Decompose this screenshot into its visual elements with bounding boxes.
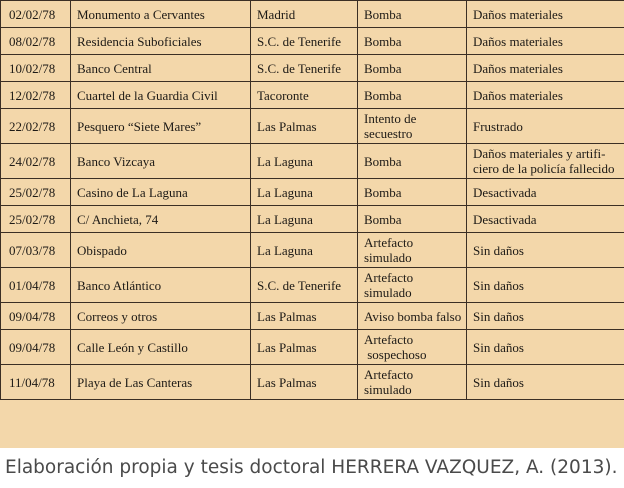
table-row (1, 82, 624, 109)
type-line: sospechoso (364, 347, 427, 362)
type-cell (358, 109, 467, 144)
target-cell: Pesquero “Siete Mares” (71, 109, 251, 144)
type-cell (358, 303, 467, 330)
date-cell: 01/04/78 (1, 268, 71, 303)
type-line: Artefacto (364, 235, 414, 250)
place-cell: La Laguna (251, 144, 358, 179)
result-cell (467, 268, 624, 303)
table-row (1, 206, 624, 233)
type-cell (358, 330, 467, 365)
result-cell (467, 365, 624, 400)
table-row (1, 303, 624, 330)
type-cell (358, 1, 467, 28)
date-cell: 25/02/78 (1, 206, 71, 233)
table-row (1, 330, 624, 365)
result-cell (467, 144, 624, 179)
type-line: Bomba (364, 184, 402, 200)
target-cell: Calle León y Castillo (71, 330, 251, 365)
result-line: ciero de la policía fallecido (473, 161, 615, 176)
target-cell: Banco Atlántico (71, 268, 251, 303)
target-cell: Banco Central (71, 55, 251, 82)
result-cell (467, 303, 624, 330)
result-line: Sin daños (473, 374, 524, 390)
type-cell (358, 233, 467, 268)
place-cell: S.C. de Tenerife (251, 28, 358, 55)
table-row (1, 28, 624, 55)
result-line: Sin daños (473, 308, 524, 324)
target-cell: Residencia Suboficiales (71, 28, 251, 55)
result-line: Daños materiales (473, 60, 563, 76)
result-line: Sin daños (473, 339, 524, 355)
date-cell: 25/02/78 (1, 179, 71, 206)
source-caption: Elaboración propia y tesis doctoral HERRERA VAZQUEZ, A. (2013). (0, 448, 624, 488)
target-cell: Playa de Las Canteras (71, 365, 251, 400)
place-cell: Las Palmas (251, 330, 358, 365)
date-cell: 10/02/78 (1, 55, 71, 82)
place-cell: Las Palmas (251, 109, 358, 144)
result-cell (467, 1, 624, 28)
type-line: secuestro (364, 126, 413, 141)
type-cell (358, 206, 467, 233)
type-line: Bomba (364, 87, 402, 103)
type-line: Artefacto (364, 367, 414, 382)
date-cell: 22/02/78 (1, 109, 71, 144)
place-cell: Las Palmas (251, 365, 358, 400)
result-cell (467, 55, 624, 82)
type-line: Aviso bomba falso (364, 308, 462, 324)
table-row (1, 1, 624, 28)
result-cell (467, 206, 624, 233)
table-row (1, 144, 624, 179)
target-cell: Cuartel de la Guardia Civil (71, 82, 251, 109)
place-cell: La Laguna (251, 206, 358, 233)
type-line: Artefacto (364, 332, 414, 347)
place-cell: Las Palmas (251, 303, 358, 330)
type-line: Bomba (364, 211, 402, 227)
type-cell (358, 55, 467, 82)
result-cell (467, 179, 624, 206)
place-cell: Madrid (251, 1, 358, 28)
date-cell: 07/03/78 (1, 233, 71, 268)
type-cell (358, 82, 467, 109)
target-cell: Casino de La Laguna (71, 179, 251, 206)
incident-table-body (1, 1, 624, 400)
result-line: Sin daños (473, 242, 524, 258)
result-cell (467, 82, 624, 109)
type-line: Bomba (364, 60, 402, 76)
table-row (1, 233, 624, 268)
target-cell: C/ Anchieta, 74 (71, 206, 251, 233)
date-cell: 24/02/78 (1, 144, 71, 179)
date-cell: 02/02/78 (1, 1, 71, 28)
place-cell: La Laguna (251, 233, 358, 268)
type-line: Intento de (364, 111, 417, 126)
result-line: Daños materiales (473, 87, 563, 103)
result-cell (467, 28, 624, 55)
date-cell: 11/04/78 (1, 365, 71, 400)
result-cell (467, 109, 624, 144)
target-cell: Correos y otros (71, 303, 251, 330)
target-cell: Banco Vizcaya (71, 144, 251, 179)
result-line: Sin daños (473, 277, 524, 293)
type-cell (358, 365, 467, 400)
place-cell: La Laguna (251, 179, 358, 206)
result-line: Daños materiales y artifi- (473, 146, 606, 161)
table-row (1, 179, 624, 206)
type-line: simulado (364, 250, 412, 265)
result-line: Frustrado (473, 118, 523, 134)
target-cell: Monumento a Cervantes (71, 1, 251, 28)
date-cell: 12/02/78 (1, 82, 71, 109)
type-line: Bomba (364, 33, 402, 49)
result-line: Daños materiales (473, 6, 563, 22)
type-cell (358, 144, 467, 179)
type-line: simulado (364, 382, 412, 397)
type-cell (358, 28, 467, 55)
place-cell: S.C. de Tenerife (251, 55, 358, 82)
date-cell: 09/04/78 (1, 303, 71, 330)
place-cell: Tacoronte (251, 82, 358, 109)
date-cell: 09/04/78 (1, 330, 71, 365)
type-line: Bomba (364, 6, 402, 22)
table-row (1, 55, 624, 82)
result-line: Desactivada (473, 184, 537, 200)
type-line: Artefacto (364, 270, 414, 285)
date-cell: 08/02/78 (1, 28, 71, 55)
type-cell (358, 268, 467, 303)
table-row (1, 109, 624, 144)
place-cell: S.C. de Tenerife (251, 268, 358, 303)
table-row (1, 365, 624, 400)
result-cell (467, 330, 624, 365)
table-row (1, 268, 624, 303)
target-cell: Obispado (71, 233, 251, 268)
result-cell (467, 233, 624, 268)
result-line: Desactivada (473, 211, 537, 227)
type-line: simulado (364, 285, 412, 300)
type-line: Bomba (364, 153, 402, 169)
type-cell (358, 179, 467, 206)
result-line: Daños materiales (473, 33, 563, 49)
